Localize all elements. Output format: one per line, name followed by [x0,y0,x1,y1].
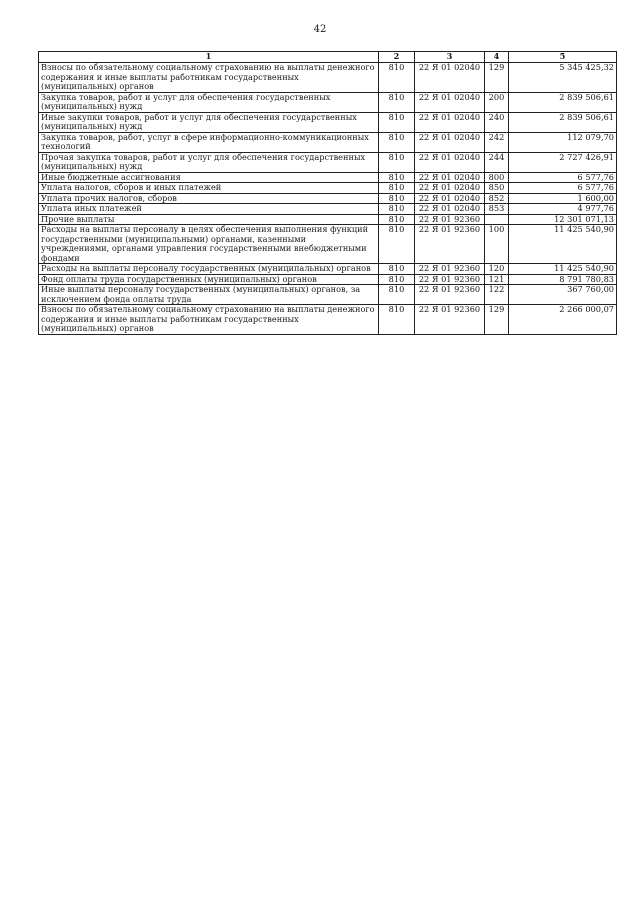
row-name: Закупка товаров, работ и услуг для обеспечения государственных (муниципальных) нужд [39,92,379,112]
row-code: 810 [379,183,415,194]
table-row [39,274,617,285]
row-code: 810 [379,225,415,264]
row-code: 810 [379,204,415,215]
row-sum: 6 577,76 [509,183,617,194]
row-article: 22 Я 01 92360 [415,264,485,275]
row-code: 810 [379,63,415,93]
row-type: 850 [485,183,509,194]
row-type: 242 [485,132,509,152]
row-name: Взносы по обязательному социальному страхованию на выплаты денежного содержания и иные выплаты работникам государственных (муниципальных) органов [39,305,379,335]
row-name: Иные бюджетные ассигнования [39,172,379,183]
row-type: 100 [485,225,509,264]
table-row [39,285,617,305]
header-col-2: 2 [379,52,415,63]
row-code: 810 [379,132,415,152]
row-article: 22 Я 01 92360 [415,305,485,335]
row-article: 22 Я 01 92360 [415,274,485,285]
row-article: 22 Я 01 02040 [415,204,485,215]
table-row [39,92,617,112]
row-sum: 11 425 540,90 [509,225,617,264]
row-article: 22 Я 01 02040 [415,193,485,204]
row-name: Иные закупки товаров, работ и услуг для обеспечения государственных (муниципальных) нужд [39,112,379,132]
table-row [39,264,617,275]
row-code: 810 [379,92,415,112]
row-article: 22 Я 01 02040 [415,152,485,172]
table-row [39,204,617,215]
row-type: 129 [485,63,509,93]
row-sum: 2 839 506,61 [509,112,617,132]
row-sum: 367 760,00 [509,285,617,305]
row-sum: 4 977,76 [509,204,617,215]
table-row [39,214,617,225]
row-code: 810 [379,172,415,183]
row-code: 810 [379,305,415,335]
table-row [39,152,617,172]
row-name: Уплата иных платежей [39,204,379,215]
table-row [39,225,617,264]
row-name: Расходы на выплаты персоналу в целях обеспечения выполнения функций государственными (муниципальными) органами, казенными учреждениями, органами управления государственными внебюджетными фондами [39,225,379,264]
table-row [39,305,617,335]
row-article: 22 Я 01 92360 [415,285,485,305]
row-name: Уплата налогов, сборов и иных платежей [39,183,379,194]
row-code: 810 [379,274,415,285]
row-sum: 2 839 506,61 [509,92,617,112]
row-type: 852 [485,193,509,204]
row-type: 121 [485,274,509,285]
row-sum: 11 425 540,90 [509,264,617,275]
budget-table [38,51,617,335]
row-code: 810 [379,285,415,305]
row-name: Расходы на выплаты персоналу государственных (муниципальных) органов [39,264,379,275]
row-article: 22 Я 01 02040 [415,172,485,183]
row-article: 22 Я 01 02040 [415,112,485,132]
row-name: Фонд оплаты труда государственных (муниципальных) органов [39,274,379,285]
row-name: Закупка товаров, работ, услуг в сфере информационно-коммуникационных технологий [39,132,379,152]
header-col-3: 3 [415,52,485,63]
table-row [39,132,617,152]
header-col-1: 1 [39,52,379,63]
row-article: 22 Я 01 92360 [415,225,485,264]
row-name: Иные выплаты персоналу государственных (муниципальных) органов, за исключением фонда оплаты труда [39,285,379,305]
row-article: 22 Я 01 02040 [415,63,485,93]
page-number: 42 [313,24,327,35]
table-header-row [39,52,617,63]
row-type: 122 [485,285,509,305]
table-row [39,112,617,132]
table-row [39,63,617,93]
row-name: Взносы по обязательному социальному страхованию на выплаты денежного содержания и иные выплаты работникам государственных (муниципальных) органов [39,63,379,93]
row-article: 22 Я 01 02040 [415,132,485,152]
table-row [39,183,617,194]
row-code: 810 [379,214,415,225]
row-code: 810 [379,193,415,204]
row-article: 22 Я 01 02040 [415,92,485,112]
row-code: 810 [379,112,415,132]
table-row [39,193,617,204]
row-sum: 6 577,76 [509,172,617,183]
row-sum: 12 301 071,13 [509,214,617,225]
row-sum: 5 345 425,32 [509,63,617,93]
row-name: Уплата прочих налогов, сборов [39,193,379,204]
row-code: 810 [379,152,415,172]
row-type: 853 [485,204,509,215]
row-code: 810 [379,264,415,275]
row-type: 240 [485,112,509,132]
row-type: 200 [485,92,509,112]
row-type: 800 [485,172,509,183]
row-sum: 2 727 426,91 [509,152,617,172]
row-article: 22 Я 01 92360 [415,214,485,225]
header-col-5: 5 [509,52,617,63]
row-type: 129 [485,305,509,335]
row-type [485,214,509,225]
row-sum: 112 079,70 [509,132,617,152]
table-row [39,172,617,183]
row-sum: 1 600,00 [509,193,617,204]
row-name: Прочие выплаты [39,214,379,225]
row-type: 244 [485,152,509,172]
header-col-4: 4 [485,52,509,63]
row-sum: 2 266 000,07 [509,305,617,335]
row-article: 22 Я 01 02040 [415,183,485,194]
row-sum: 8 791 780,83 [509,274,617,285]
row-type: 120 [485,264,509,275]
row-name: Прочая закупка товаров, работ и услуг для обеспечения государственных (муниципальных) нужд [39,152,379,172]
